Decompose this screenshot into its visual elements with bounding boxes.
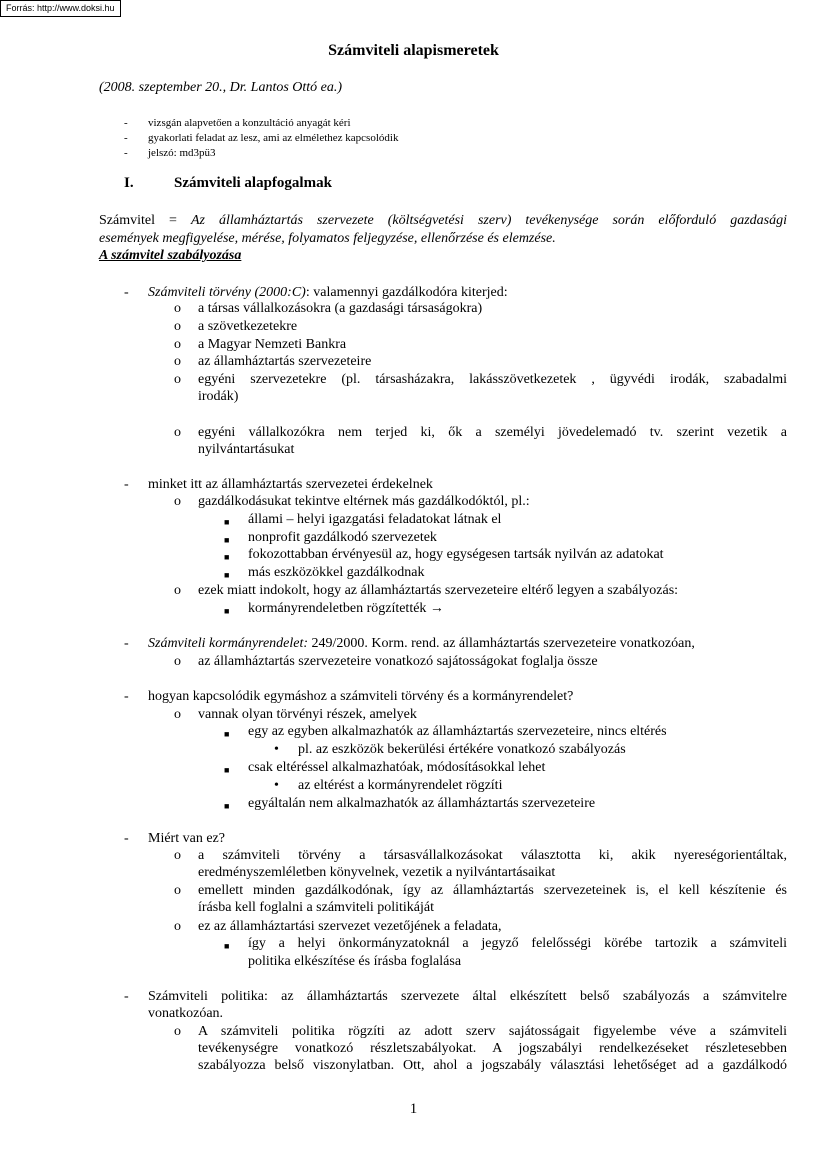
- list-item: az eltérést a kormányrendelet rögzíti: [298, 778, 503, 793]
- list-item: Miért van ez?: [148, 831, 225, 846]
- law-name: Számviteli törvény (2000:C): [148, 285, 306, 300]
- dash-marker: -: [124, 147, 128, 159]
- list-item: a Magyar Nemzeti Bankra: [198, 337, 347, 352]
- definition-line: [99, 212, 787, 229]
- list-item: pl. az eszközök bekerülési értékére vonatkozó szabályozás: [298, 742, 626, 757]
- definition-term: Számvitel: [99, 213, 155, 228]
- list-item: a társas vállalkozásokra (a gazdasági társaságokra): [198, 301, 483, 316]
- list-item: a számviteli törvény a társasvállalkozásokat választotta ki, akik nyereségorientáltak,: [198, 848, 787, 863]
- circle-bullet: o: [174, 848, 181, 863]
- law-rest: : valamennyi gazdálkodóra kiterjed:: [305, 285, 508, 300]
- circle-bullet: o: [174, 707, 181, 722]
- dot-bullet: •: [274, 742, 279, 757]
- dash-marker: -: [124, 132, 128, 144]
- definition-text: Az államháztartás szervezete (költségvetési szerv) tevékenysége során előforduló gazdasági: [190, 213, 787, 228]
- circle-bullet: o: [174, 425, 181, 440]
- list-item: A számviteli politika rögzíti az adott szerv sajátosságait figyelembe véve a számviteli: [198, 1024, 787, 1039]
- decree-name: Számviteli kormányrendelet:: [148, 636, 309, 651]
- list-item-cont: tevékenységre vonatkozó részletszabályokat. A jogszabályi rendelkezéseket részletesebben: [198, 1041, 787, 1056]
- circle-bullet: o: [174, 654, 181, 669]
- subtitle: (2008. szeptember 20., Dr. Lantos Ottó ea.): [99, 80, 343, 95]
- square-bullet: ■: [224, 729, 230, 739]
- page-title: Számviteli alapismeretek: [328, 42, 499, 59]
- note-item: jelszó: md3pü3: [148, 147, 216, 159]
- list-item: az államháztartás szervezeteire: [198, 354, 372, 369]
- circle-bullet: o: [174, 883, 181, 898]
- list-item: gazdálkodásukat tekintve eltérnek más gazdálkodóktól, pl.:: [198, 494, 530, 509]
- list-item: hogyan kapcsolódik egymáshoz a számviteli törvény és a kormányrendelet?: [148, 689, 574, 704]
- circle-bullet: o: [174, 337, 181, 352]
- decree-line: [148, 635, 695, 652]
- policy-text: Számviteli politika: az államháztartás szervezete által elkészített belső szabályozás a számvitelre: [148, 989, 787, 1004]
- source-label: Forrás: http://www.doksi.hu: [0, 0, 121, 17]
- list-item-cont: irodák): [198, 389, 239, 404]
- dash-marker: -: [124, 831, 129, 846]
- list-item: emellett minden gazdálkodónak, így az államháztartás szervezeteinek is, el kell készítenie és: [198, 883, 787, 898]
- circle-bullet: o: [174, 301, 181, 316]
- policy-text-cont: vonatkozóan.: [148, 1006, 224, 1021]
- list-item: minket itt az államháztartás szervezetei érdekelnek: [148, 477, 433, 492]
- dash-marker: -: [124, 689, 129, 704]
- list-item-cont: eredményszemléletben könyvelnek, vezetik a nyilvántartásaikat: [198, 865, 556, 880]
- square-bullet: ■: [224, 941, 230, 951]
- list-item: vannak olyan törvényi részek, amelyek: [198, 707, 417, 722]
- list-item-cont: írásba kell foglalni a számviteli politikáját: [198, 900, 434, 915]
- list-item: kormányrendeletben rögzítették →: [248, 601, 444, 616]
- decree-rest: 249/2000. Korm. rend. az államháztartás szervezeteire vonatkozóan,: [308, 636, 695, 651]
- dot-bullet: •: [274, 778, 279, 793]
- list-item: egyéni szervezetekre (pl. társasházakra, lakásszövetkezetek , ügyvédi irodák, szabadalmi: [198, 372, 787, 387]
- list-item: egyéni vállalkozókra nem terjed ki, ők a személyi jövedelemadó tv. szerint vezetik a: [198, 425, 787, 440]
- dash-marker: -: [124, 285, 129, 300]
- law-line: [148, 284, 508, 301]
- circle-bullet: o: [174, 494, 181, 509]
- list-item: így a helyi önkormányzatoknál a jegyző felelősségi körébe tartozik a számviteli: [248, 936, 787, 951]
- square-bullet: ■: [224, 765, 230, 775]
- list-item: nonprofit gazdálkodó szervezetek: [248, 530, 437, 545]
- list-item-cont: politika elkészítése és írásba foglalása: [248, 954, 462, 969]
- circle-bullet: o: [174, 583, 181, 598]
- note-item: gyakorlati feladat az lesz, ami az elmélethez kapcsolódik: [148, 132, 399, 144]
- definition-text-2: események megfigyelése, mérése, folyamatos feljegyzése, ellenőrzése és elemzése.: [99, 231, 556, 246]
- circle-bullet: o: [174, 372, 181, 387]
- list-item: állami – helyi igazgatási feladatokat látnak el: [248, 512, 502, 527]
- dash-marker: -: [124, 989, 129, 1004]
- dash-marker: -: [124, 636, 129, 651]
- dash-marker: -: [124, 477, 129, 492]
- circle-bullet: o: [174, 1024, 181, 1039]
- section-title: Számviteli alapfogalmak: [174, 175, 332, 191]
- list-item: fokozottabban érvényesül az, hogy egységesen tartsák nyilván az adatokat: [248, 547, 664, 562]
- list-item-cont: nyilvántartásukat: [198, 442, 295, 457]
- list-item: csak eltéréssel alkalmazhatóak, módosításokkal lehet: [248, 760, 546, 775]
- square-bullet: ■: [224, 570, 230, 580]
- circle-bullet: o: [174, 319, 181, 334]
- square-bullet: ■: [224, 801, 230, 811]
- square-bullet: ■: [224, 552, 230, 562]
- circle-bullet: o: [174, 919, 181, 934]
- list-item: a szövetkezetekre: [198, 319, 298, 334]
- list-item: egyáltalán nem alkalmazhatók az államháztartás szervezeteire: [248, 796, 596, 811]
- square-bullet: ■: [224, 517, 230, 527]
- square-bullet: ■: [224, 606, 230, 616]
- note-item: vizsgán alapvetően a konzultáció anyagát kéri: [148, 117, 351, 129]
- list-item: az államháztartás szervezeteire vonatkozó sajátosságokat foglalja össze: [198, 654, 598, 669]
- list-item: ezek miatt indokolt, hogy az államháztartás szervezeteire eltérő legyen a szabályozás:: [198, 583, 679, 598]
- subheading-regulation: A számvitel szabályozása: [99, 248, 242, 263]
- square-bullet: ■: [224, 535, 230, 545]
- section-number: I.: [124, 175, 134, 191]
- circle-bullet: o: [174, 354, 181, 369]
- dash-marker: -: [124, 117, 128, 129]
- definition-eq: =: [155, 213, 191, 228]
- list-item: egy az egyben alkalmazhatók az államháztartás szervezeteire, nincs eltérés: [248, 724, 667, 739]
- list-item-cont: szabályozza belső viszonylatban. Ott, ahol a jogszabály választási lehetőséget ad a gazdálkodó: [198, 1058, 787, 1073]
- page-number: 1: [409, 1101, 418, 1117]
- list-item: más eszközökkel gazdálkodnak: [248, 565, 425, 580]
- list-item: ez az államháztartási szervezet vezetőjének a feladata,: [198, 919, 502, 934]
